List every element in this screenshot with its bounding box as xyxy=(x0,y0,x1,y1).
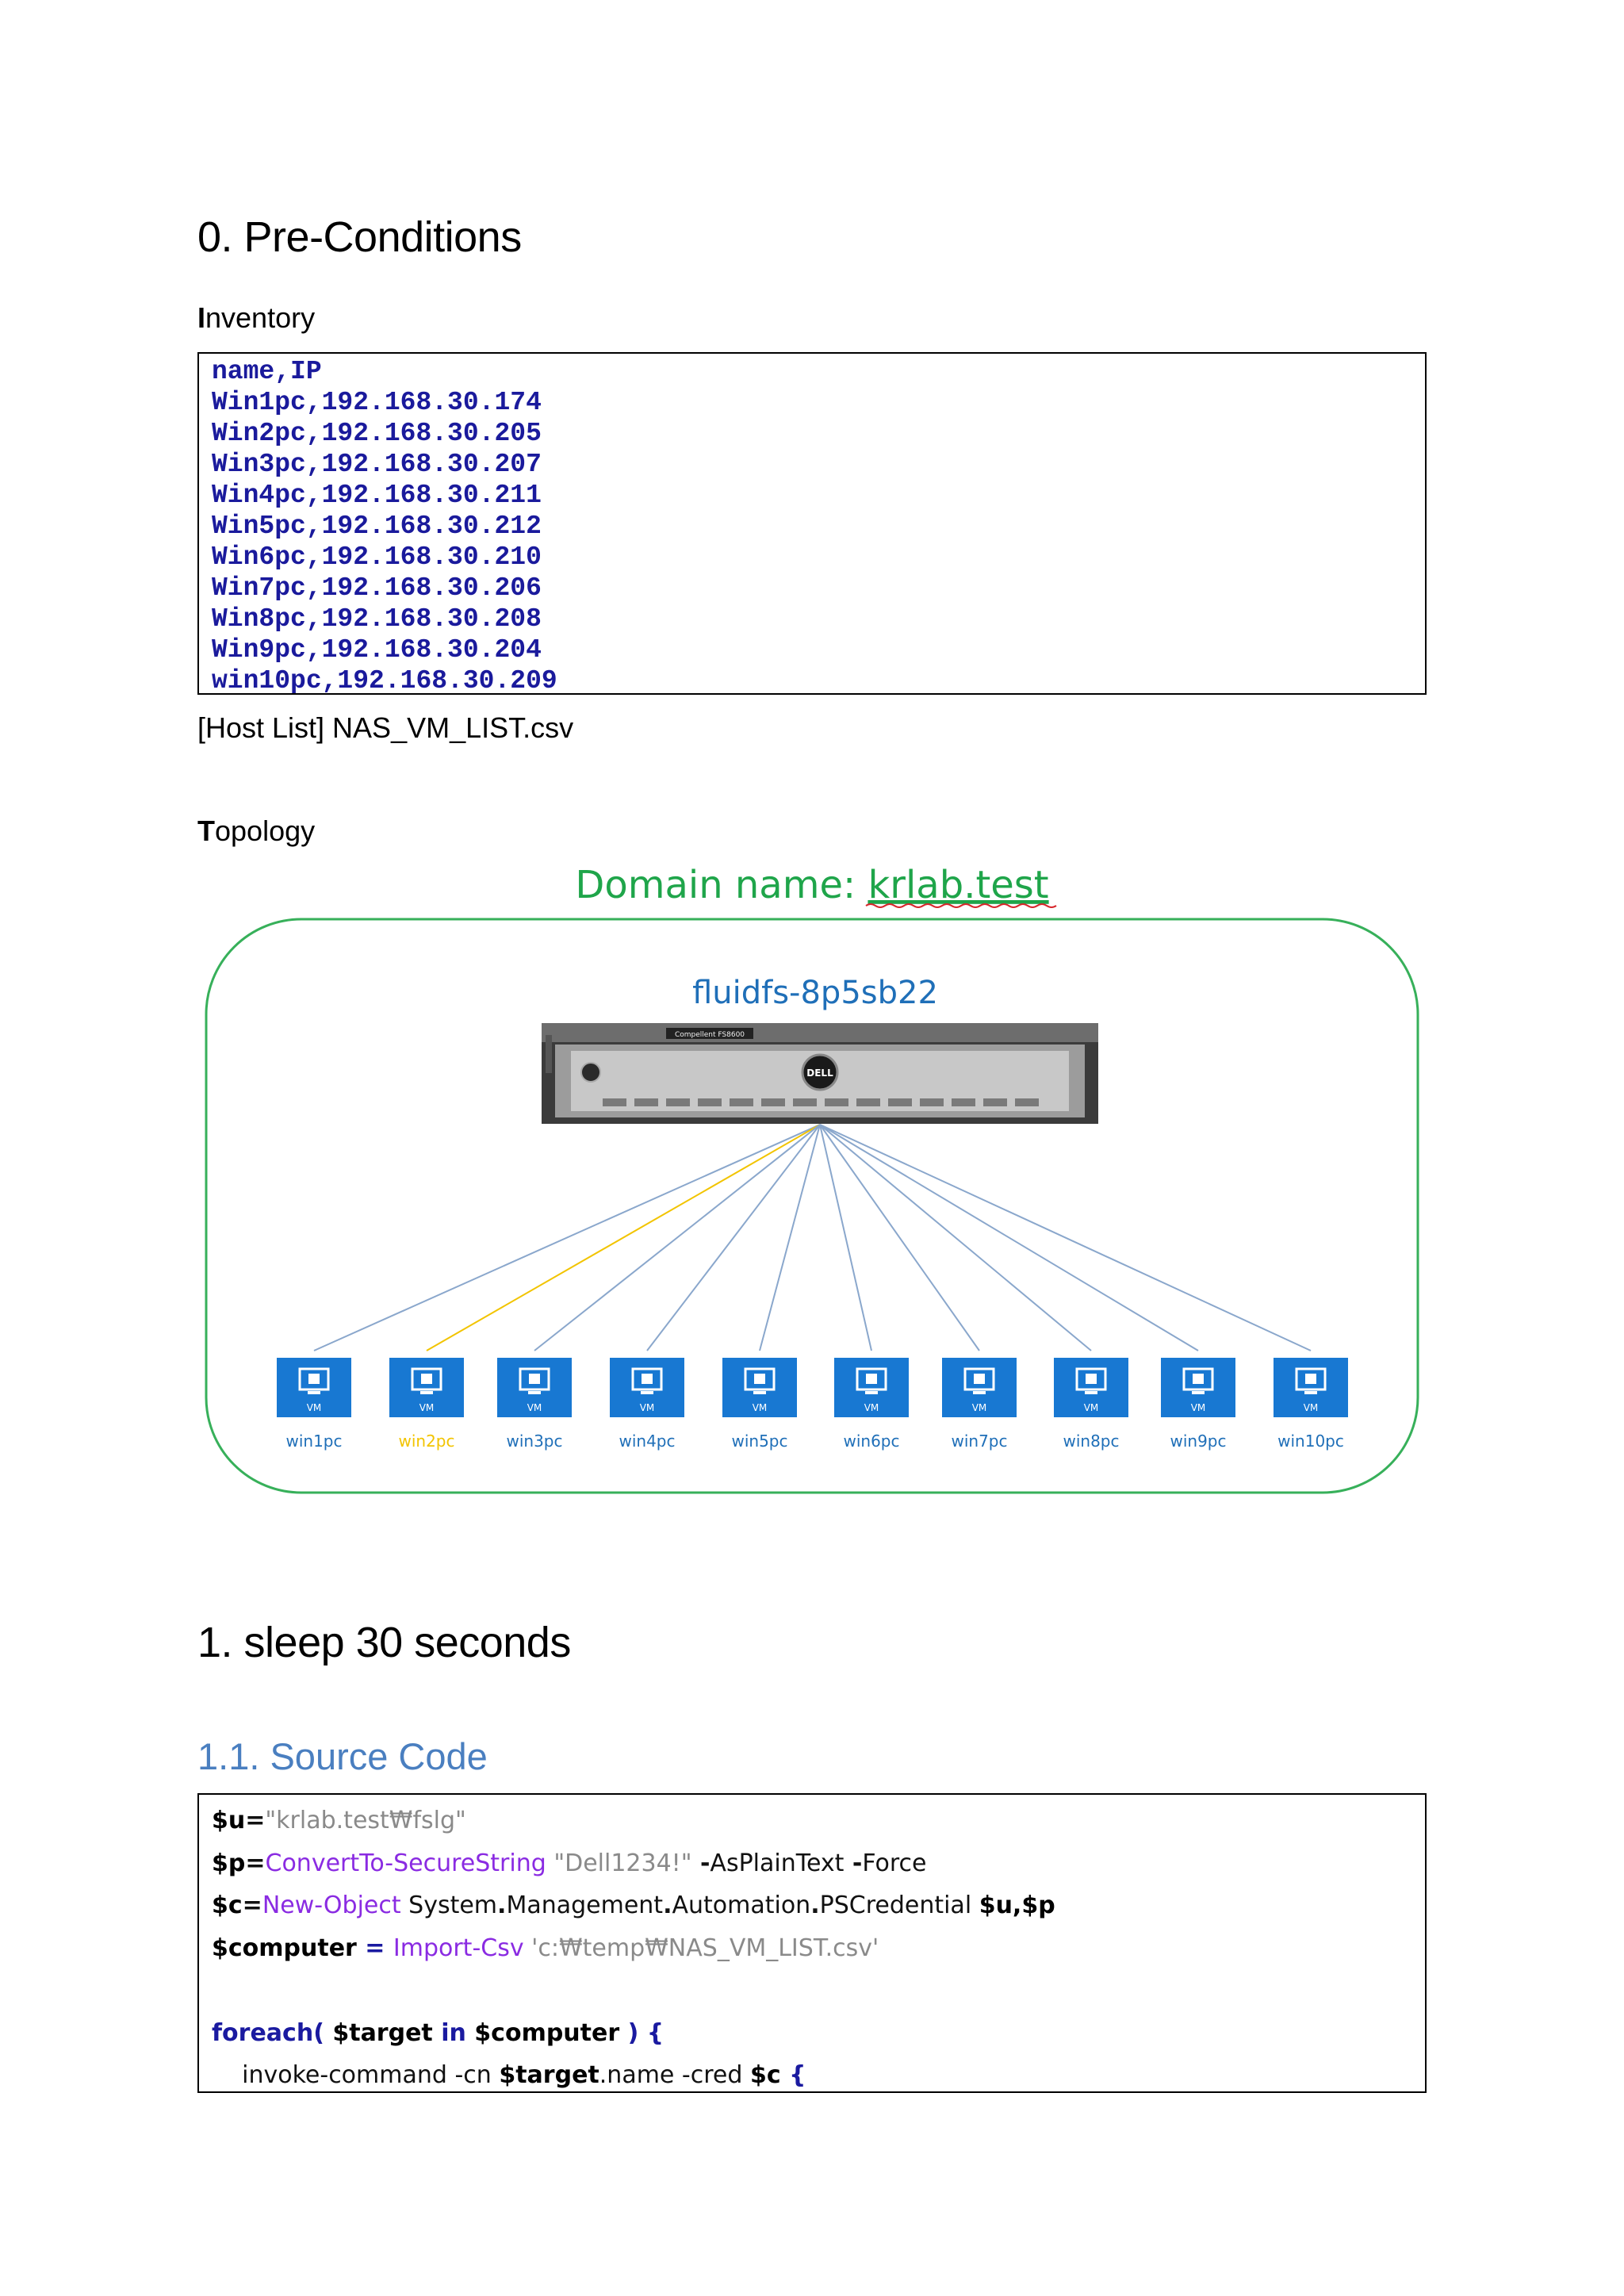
bezel-slot xyxy=(698,1098,722,1106)
server-led-panel xyxy=(546,1035,552,1073)
code-line-4: $computer = Import-Csv 'c:₩temp₩NAS_VM_LIST.csv' xyxy=(212,1934,879,1962)
bezel-slot xyxy=(1015,1098,1039,1106)
inventory-line: Win8pc,192.168.30.208 xyxy=(212,604,542,634)
monitor-stand-icon xyxy=(753,1391,766,1394)
vm-badge: VM xyxy=(1190,1402,1206,1413)
inventory-line: name,IP xyxy=(212,357,322,386)
vm-label: win7pc xyxy=(951,1432,1008,1451)
vm-win6pc xyxy=(834,1358,909,1451)
vm-badge: VM xyxy=(527,1402,542,1413)
power-button-icon xyxy=(581,1063,600,1082)
code-line-2: $p=ConvertTo-SecureString "Dell1234!" -AsPlainText -Force xyxy=(212,1849,927,1877)
server-badge-text: Compellent FS8600 xyxy=(674,1031,745,1039)
inventory-label-rest: nventory xyxy=(205,301,316,334)
cube-icon xyxy=(866,1374,877,1384)
server-name: fluidfs-8p5sb22 xyxy=(692,975,938,1011)
vm-win2pc xyxy=(389,1358,464,1451)
inventory-line: Win2pc,192.168.30.205 xyxy=(212,419,542,448)
cube-icon xyxy=(1305,1374,1316,1384)
server-top-strip xyxy=(542,1023,1098,1042)
bezel-slot xyxy=(603,1098,626,1106)
vm-label: win4pc xyxy=(619,1432,676,1451)
cube-icon xyxy=(529,1374,540,1384)
link-win2pc xyxy=(427,1125,820,1351)
server-chassis xyxy=(542,1023,1098,1124)
monitor-stand-icon xyxy=(528,1391,541,1394)
section-0-title: 0. Pre-Conditions xyxy=(197,213,522,261)
code-line-3: $c=New-Object System.Management.Automation.PSCredential $u,$p xyxy=(212,1892,1055,1919)
vm-win7pc xyxy=(942,1358,1017,1451)
domain-title: Domain name: krlab.test xyxy=(575,863,1049,907)
section-1-1-title: 1.1. Source Code xyxy=(197,1735,488,1777)
cube-icon xyxy=(1086,1374,1097,1384)
code-line-5-blank xyxy=(199,1969,1425,2012)
vm-badge: VM xyxy=(419,1402,435,1413)
topology-label-rest: opology xyxy=(215,815,316,847)
vm-badge: VM xyxy=(971,1402,987,1413)
vm-label: win1pc xyxy=(285,1432,343,1451)
vm-label: win5pc xyxy=(731,1432,788,1451)
bezel-slot xyxy=(793,1098,817,1106)
link-win3pc xyxy=(534,1125,820,1351)
monitor-stand-icon xyxy=(1304,1391,1317,1394)
dell-logo-text: DELL xyxy=(806,1068,833,1079)
bezel-slot xyxy=(666,1098,690,1106)
vm-win8pc xyxy=(1054,1358,1128,1451)
vm-label: win6pc xyxy=(843,1432,900,1451)
code-line-6: foreach( $target in $computer ) { xyxy=(212,2018,665,2047)
vm-row xyxy=(277,1358,1348,1451)
code-line-7: invoke-command -cn $target.name -cred $c { xyxy=(212,2061,806,2089)
inventory-line: Win6pc,192.168.30.210 xyxy=(212,542,542,572)
vm-badge: VM xyxy=(752,1402,768,1413)
link-win6pc xyxy=(820,1125,871,1351)
bezel-slot xyxy=(983,1098,1007,1106)
monitor-stand-icon xyxy=(973,1391,986,1394)
cube-icon xyxy=(974,1374,985,1384)
vm-label: win8pc xyxy=(1063,1432,1120,1451)
cube-icon xyxy=(1193,1374,1204,1384)
monitor-stand-icon xyxy=(1085,1391,1097,1394)
bezel-slot xyxy=(730,1098,753,1106)
vm-win4pc xyxy=(610,1358,684,1451)
vm-badge: VM xyxy=(639,1402,655,1413)
monitor-stand-icon xyxy=(641,1391,653,1394)
vm-win9pc xyxy=(1161,1358,1235,1451)
vm-badge: VM xyxy=(1083,1402,1099,1413)
monitor-stand-icon xyxy=(420,1391,433,1394)
bezel-slot xyxy=(920,1098,944,1106)
bezel-slot xyxy=(856,1098,880,1106)
host-list-caption: [Host List] NAS_VM_LIST.csv xyxy=(197,711,574,744)
cube-icon xyxy=(421,1374,432,1384)
connection-lines xyxy=(314,1125,1311,1351)
inventory-line: Win5pc,192.168.30.212 xyxy=(212,512,542,541)
vm-win10pc xyxy=(1274,1358,1348,1451)
bezel-slot xyxy=(825,1098,848,1106)
vm-win3pc xyxy=(497,1358,572,1451)
topology-label-initial: T xyxy=(197,815,215,847)
inventory-line: Win7pc,192.168.30.206 xyxy=(212,573,542,603)
vm-badge: VM xyxy=(306,1402,322,1413)
link-win9pc xyxy=(820,1125,1198,1351)
link-win10pc xyxy=(820,1125,1311,1351)
bezel-slot xyxy=(888,1098,912,1106)
vm-badge: VM xyxy=(864,1402,879,1413)
inventory-line: Win3pc,192.168.30.207 xyxy=(212,450,542,479)
inventory-label-initial: I xyxy=(197,301,206,334)
monitor-stand-icon xyxy=(865,1391,878,1394)
link-win1pc xyxy=(314,1125,820,1351)
cube-icon xyxy=(308,1374,320,1384)
bezel-slot xyxy=(952,1098,975,1106)
inventory-line: Win9pc,192.168.30.204 xyxy=(212,635,542,665)
vm-label: win9pc xyxy=(1170,1432,1227,1451)
vm-win1pc xyxy=(277,1358,351,1451)
section-1-title: 1. sleep 30 seconds xyxy=(197,1619,571,1666)
vm-label: win10pc xyxy=(1277,1432,1344,1451)
source-code-box xyxy=(197,1793,1427,2093)
inventory-line: Win1pc,192.168.30.174 xyxy=(212,388,542,417)
vm-badge: VM xyxy=(1303,1402,1319,1413)
code-line-1: $u="krlab.test₩fslg" xyxy=(212,1807,466,1834)
inventory-line: win10pc,192.168.30.209 xyxy=(212,666,557,696)
bezel-slot xyxy=(761,1098,785,1106)
link-win4pc xyxy=(647,1125,820,1351)
monitor-stand-icon xyxy=(1192,1391,1205,1394)
vm-label: win3pc xyxy=(506,1432,563,1451)
cube-icon xyxy=(642,1374,653,1384)
vm-win5pc xyxy=(722,1358,797,1451)
inventory-line: Win4pc,192.168.30.211 xyxy=(212,481,542,510)
link-win5pc xyxy=(760,1125,820,1351)
vm-label: win2pc xyxy=(398,1432,455,1451)
bezel-slot xyxy=(634,1098,658,1106)
cube-icon xyxy=(754,1374,765,1384)
monitor-stand-icon xyxy=(308,1391,320,1394)
